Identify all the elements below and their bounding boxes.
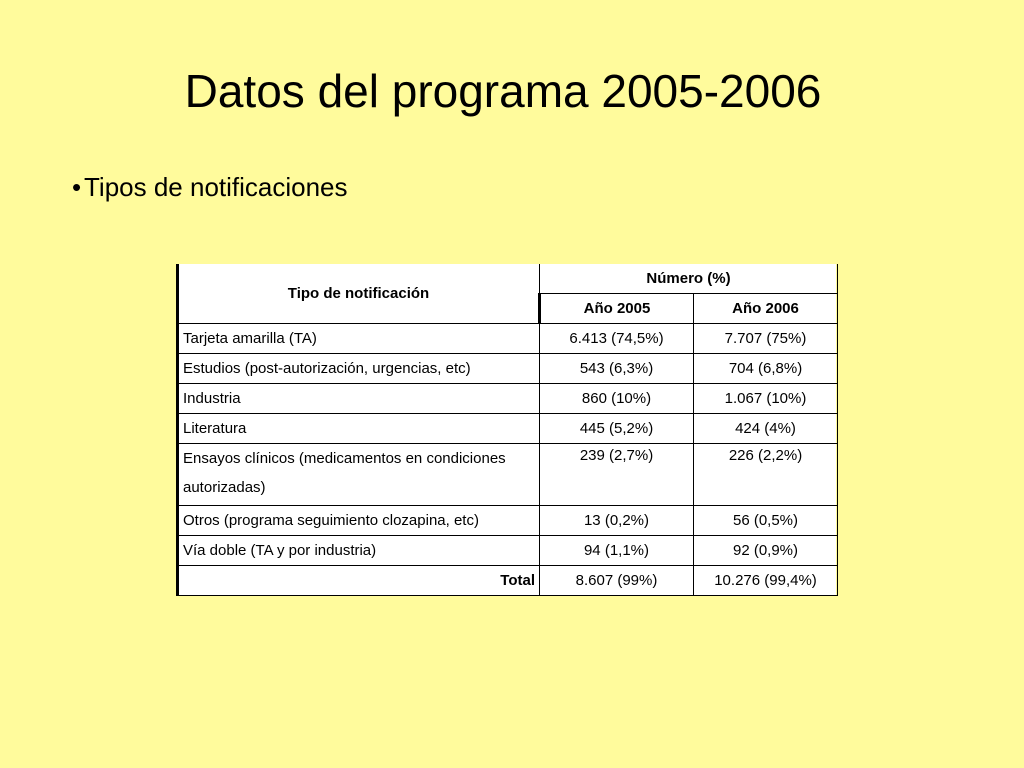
- row-value-2006: 1.067 (10%): [694, 384, 838, 414]
- row-value-2005: 94 (1,1%): [540, 536, 694, 566]
- row-value-2006: 7.707 (75%): [694, 324, 838, 354]
- row-type: Industria: [178, 384, 540, 414]
- row-type: Vía doble (TA y por industria): [178, 536, 540, 566]
- row-value-2006: 424 (4%): [694, 414, 838, 444]
- table-row: [178, 506, 838, 536]
- row-type: Tarjeta amarilla (TA): [178, 324, 540, 354]
- row-value-2005: 13 (0,2%): [540, 506, 694, 536]
- header-year-2006: Año 2006: [694, 294, 838, 324]
- row-type: Ensayos clínicos (medicamentos en condiciones autorizadas): [178, 444, 540, 506]
- header-number-group: Número (%): [540, 264, 838, 294]
- row-value-2005: 6.413 (74,5%): [540, 324, 694, 354]
- table-row: [178, 324, 838, 354]
- total-row: [178, 566, 838, 596]
- row-value-2006: 92 (0,9%): [694, 536, 838, 566]
- total-value-2005: 8.607 (99%): [540, 566, 694, 596]
- notification-table-container: [176, 264, 836, 596]
- total-label: Total: [178, 566, 540, 596]
- header-year-2005: Año 2005: [540, 294, 694, 324]
- row-type: Otros (programa seguimiento clozapina, etc): [178, 506, 540, 536]
- row-value-2005: 239 (2,7%): [540, 444, 694, 506]
- table-row: [178, 536, 838, 566]
- bullet-dot: •: [72, 172, 82, 202]
- row-value-2006: 704 (6,8%): [694, 354, 838, 384]
- bullet-item: [72, 172, 348, 202]
- table-row: [178, 384, 838, 414]
- notification-table: [176, 264, 838, 596]
- table-row: [178, 354, 838, 384]
- row-type: Estudios (post-autorización, urgencias, etc): [178, 354, 540, 384]
- total-value-2006: 10.276 (99,4%): [694, 566, 838, 596]
- slide-title: Datos del programa 2005-2006: [184, 65, 822, 117]
- row-value-2006: 226 (2,2%): [694, 444, 838, 506]
- table-row: [178, 414, 838, 444]
- row-value-2005: 860 (10%): [540, 384, 694, 414]
- row-value-2006: 56 (0,5%): [694, 506, 838, 536]
- row-value-2005: 445 (5,2%): [540, 414, 694, 444]
- header-type: Tipo de notificación: [178, 264, 540, 324]
- row-value-2005: 543 (6,3%): [540, 354, 694, 384]
- table-row: [178, 444, 838, 506]
- row-type: Literatura: [178, 414, 540, 444]
- bullet-text: Tipos de notificaciones: [84, 172, 348, 202]
